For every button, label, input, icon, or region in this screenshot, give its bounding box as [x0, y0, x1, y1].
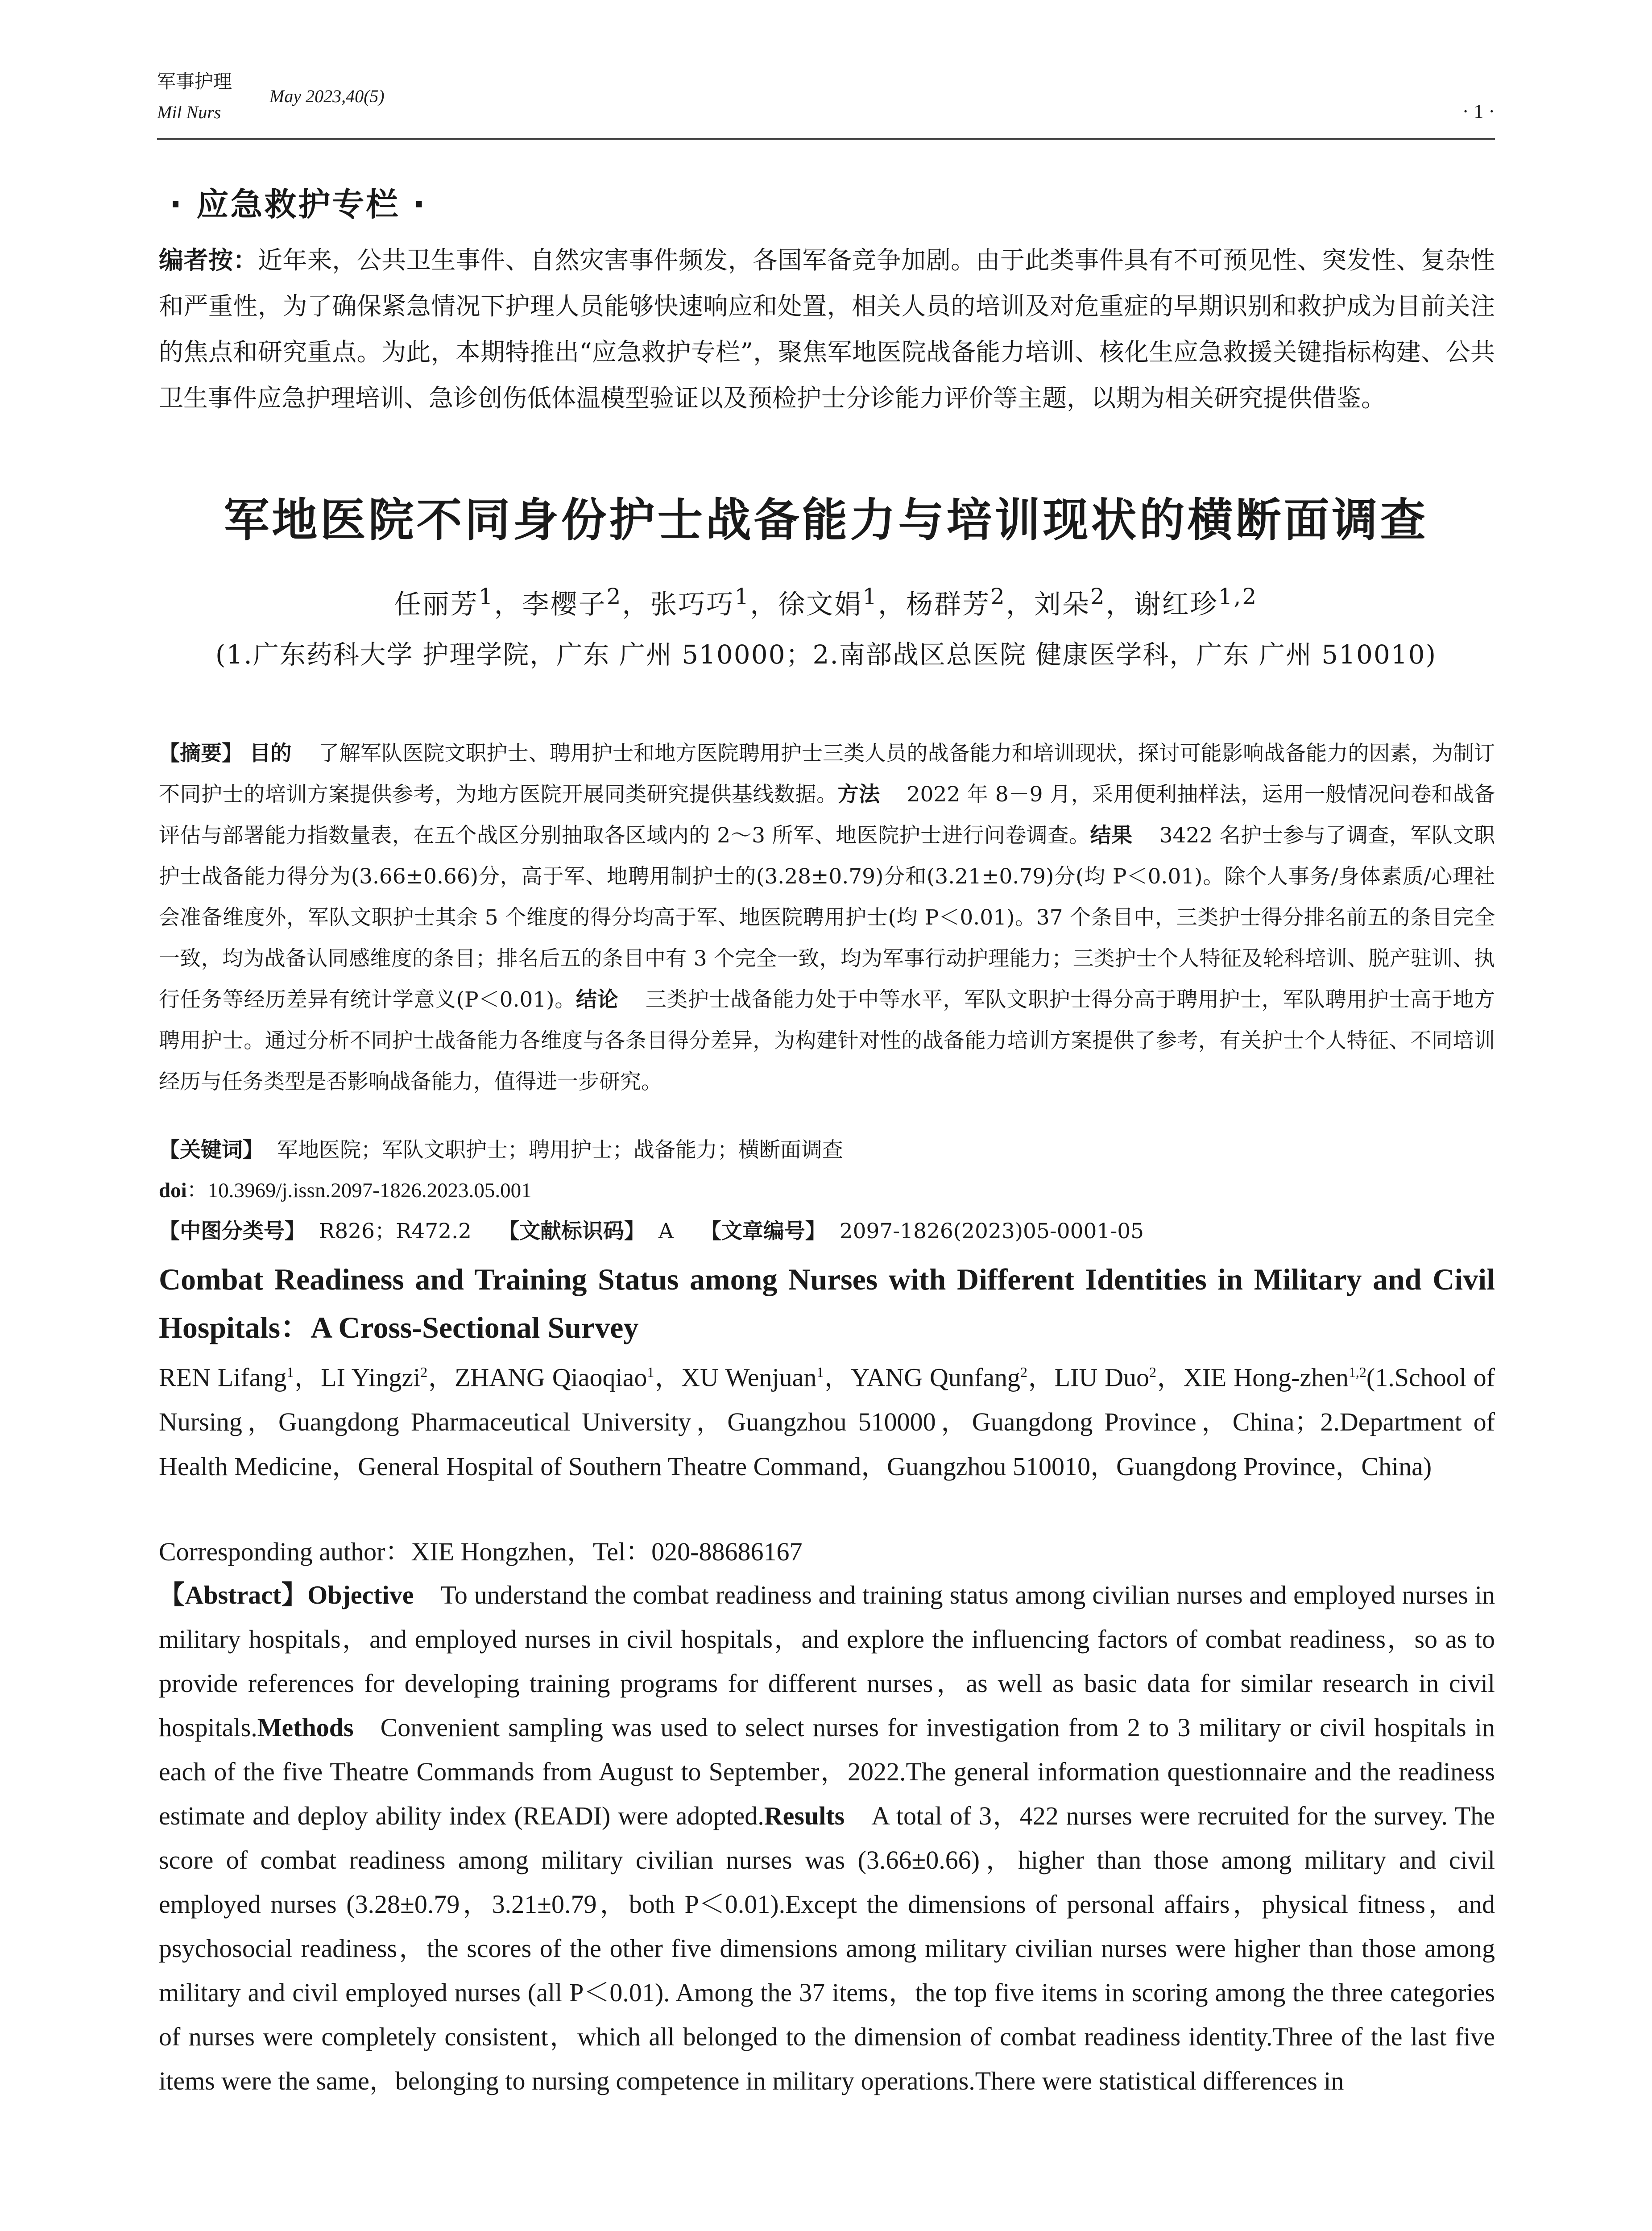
author-name: 李樱子 — [522, 589, 607, 620]
author-affil-sup: 1 — [816, 1364, 824, 1380]
author-name: XIE Hong-zhen — [1183, 1363, 1349, 1392]
author-name: 徐文娟 — [778, 589, 863, 620]
column-title: · 应急救护专栏 · — [170, 186, 427, 223]
abstract-label-en: 【Abstract】 — [159, 1580, 308, 1609]
results-text: 3422 名护士参与了调查，军队文职护士战备能力得分为(3.66±0.66)分，高于军、地聘用制护士的(3.28±0.79)分和(3.21±0.79)分(均 P＜0.01)。除个人事务/身体素质/心理社会准备维度外，军队文职护士其余 5 个维度的得分均高于军、地医院聘用护士(均 P＜0.01)。37 个条目中，三类护士得分排名前五的条目完全一致，均为战备认同感维度的条目；排名后五的条目中有 3 个完全一致，均为军事行动护理能力；三类护士个人特征及轮科培训、脱产驻训、执行任务等经历差异有统计学意义(P＜0.01)。 — [159, 823, 1495, 1012]
article-title-en: Combat Readiness and Training Status among Nurses with Different Identities in Military and Civil Hospitals：A Cross-Sectional Survey — [159, 1262, 1495, 1344]
header-rule — [157, 138, 1495, 140]
methods-label: 方法 — [837, 782, 880, 807]
abstract-label: 【摘要】 — [159, 741, 243, 766]
journal-name-en: Mil Nurs — [157, 102, 221, 122]
doi-label: doi — [159, 1179, 187, 1202]
editor-note — [159, 237, 1495, 421]
objective-label: 目的 — [249, 741, 292, 766]
clc-label: 【中图分类号】 — [159, 1219, 306, 1244]
article-title-cn: 军地医院不同身份护士战备能力与培训现状的横断面调查 — [224, 494, 1428, 547]
author-name: YANG Qunfang — [851, 1363, 1020, 1392]
journal-name-cn: 军事护理 — [157, 70, 232, 92]
keywords-cn — [159, 1133, 1495, 1163]
doi-line — [159, 1174, 1495, 1203]
results-label: 结果 — [1090, 823, 1133, 848]
author-name: 张巧巧 — [650, 589, 735, 620]
objective-text-en: To understand the combat readiness and training status among civilian nurses and employed nurses in military hospitals，and employed nurses in civil hospitals，and explore the influencing factors of combat readiness，so as to provide references for developing training programs for different nurses，as well as basic data for similar research in civil hospitals. — [159, 1580, 1495, 1742]
author-affil-sup: 1 — [862, 584, 878, 610]
results-text-en: A total of 3，422 nurses were recruited for the survey. The score of combat readiness among military civilian nurses was (3.66±0.66)，higher than those among military and civil employed nurses (3.28±0.79，3.21±0.79，both P＜0.01).Except the dimensions of personal affairs，physical fitness，and psychosocial readiness，the scores of the other five dimensions among military civilian nurses were higher than those among military and civil employed nurses (all P＜0.01). Among the 37 items，the top five items in scoring among the three categories of nurses were completely consistent，which all belonged to the dimension of combat readiness identity.Three of the last five items were the same，belonging to nursing competence in military operations.There were statistical differences in — [159, 1801, 1495, 2095]
author-affil-sup: 1 — [478, 584, 494, 610]
clc-value: R826；R472.2 — [319, 1219, 472, 1244]
author-name: LI Yingzi — [321, 1363, 421, 1392]
results-label-en: Results — [764, 1801, 845, 1830]
issue-info: May 2023,40(5) — [269, 86, 385, 106]
methods-text-en: Convenient sampling was used to select nurses for investigation from 2 to 3 military or civil hospitals in each of the five Theatre Commands from August to September，2022.The general information questionnaire and the readiness estimate and deploy ability index (READI) were adopted. — [159, 1713, 1495, 1830]
keywords-label: 【关键词】 — [159, 1138, 264, 1162]
editor-note-label: 编者按： — [159, 246, 258, 274]
abstract-cn — [159, 733, 1495, 1103]
author-name: 杨群芳 — [906, 589, 991, 620]
objective-text: 了解军队医院文职护士、聘用护士和地方医院聘用护士三类人员的战备能力和培训现状，探讨可能影响战备能力的因素，为制订不同护士的培训方案提供参考，为地方医院开展同类研究提供基线数据。 — [159, 741, 1495, 807]
methods-text: 2022 年 8－9 月，采用便利抽样法，运用一般情况问卷和战备评估与部署能力指数量表，在五个战区分别抽取各区域内的 2～3 所军、地医院护士进行问卷调查。 — [159, 782, 1495, 848]
doc-code-label: 【文献标识码】 — [498, 1219, 645, 1244]
abstract-en — [159, 1573, 1495, 2103]
author-affil-sup: 2 — [1149, 1364, 1157, 1380]
classification-line — [159, 1215, 1495, 1244]
author-name: 谢红珍 — [1134, 589, 1218, 620]
conclusion-label: 结论 — [576, 987, 619, 1012]
author-affil-sup: 1,2 — [1348, 1364, 1366, 1380]
author-affil-sup: 1 — [286, 1364, 294, 1380]
objective-label-en: Objective — [307, 1580, 414, 1609]
author-name: 任丽芳 — [394, 589, 479, 620]
author-affil-sup: 1 — [647, 1364, 654, 1380]
doc-code-value: A — [658, 1219, 674, 1244]
author-name: LIU Duo — [1054, 1363, 1150, 1392]
page-number: · 1 · — [1462, 100, 1495, 122]
author-name: XU Wenjuan — [681, 1363, 817, 1392]
author-affil-sup: 2 — [1020, 1364, 1027, 1380]
author-name: REN Lifang — [159, 1363, 287, 1392]
corresponding-author: Corresponding author：XIE Hongzhen，Tel：020-88686167 — [159, 1537, 803, 1566]
conclusion-text: 三类护士战备能力处于中等水平，军队文职护士得分高于聘用护士，军队聘用护士高于地方聘用护士。通过分析不同护士战备能力各维度与各条目得分差异，为构建针对性的战备能力培训方案提供了参考，有关护士个人特征、不同培训经历与任务类型是否影响战备能力，值得进一步研究。 — [159, 987, 1495, 1094]
article-number-label: 【文章编号】 — [700, 1219, 826, 1244]
author-affil-sup: 2 — [990, 584, 1006, 610]
affiliation-cn: (1.广东药科大学 护理学院，广东 广州 510000；2.南部战区总医院 健康医学科，广东 广州 510010) — [215, 639, 1437, 670]
author-affil-sup: 2 — [1090, 584, 1106, 610]
methods-label-en: Methods — [257, 1713, 354, 1742]
editor-note-text: 近年来，公共卫生事件、自然灾害事件频发，各国军备竞争加剧。由于此类事件具有不可预见性、突发性、复杂性和严重性，为了确保紧急情况下护理人员能够快速响应和处置，相关人员的培训及对危重症的早期识别和救护成为目前关注的焦点和研究重点。为此，本期特推出“应急救护专栏”，聚焦军地医院战备能力培训、核化生应急救援关键指标构建、公共卫生事件应急护理培训、急诊创伤低体温模型验证以及预检护士分诊能力评价等主题，以期为相关研究提供借鉴。 — [159, 246, 1495, 412]
article-number-value: 2097-1826(2023)05-0001-05 — [839, 1219, 1144, 1244]
author-name: 刘朵 — [1034, 589, 1090, 620]
author-affil-sup: 2 — [420, 1364, 428, 1380]
author-affil-sup: 2 — [606, 584, 622, 610]
author-list-en: REN Lifang$^1$，LI Yingzi$^2$，ZHANG Qiaoqiao$^1$，XU Wenjuan$^1$，YANG Qunfang$^2$，LIU Duo$^2$，XIE Hong-zhen$^{1,2}$(1.School of Nursing，Guangdong Pharmaceutical University，Guangzhou 510000，Guangdong Province，China；2.Department of Health Medicine，General Hospital of Southern Theatre Command，Guangzhou 510010，Guangdong Province，China) — [159, 1363, 1495, 1481]
author-affil-sup: 1,2 — [1218, 584, 1258, 610]
author-affil-sup: 1 — [734, 584, 750, 610]
keywords-text: 军地医院；军队文职护士；聘用护士；战备能力；横断面调查 — [277, 1138, 843, 1162]
author-list-cn: 任丽芳$^1$，李樱子$^2$，张巧巧$^1$，徐文娟$^1$，杨群芳$^2$，刘朵$^2$，谢红珍$^{1,2}$ — [394, 584, 1258, 620]
doi-link[interactable]: ：10.3969/j.issn.2097-1826.2023.05.001 — [186, 1179, 532, 1202]
author-name: ZHANG Qiaoqiao — [454, 1363, 647, 1392]
affiliation-en: (1.School of Nursing，Guangdong Pharmaceutical University，Guangzhou 510000，Guangdong Province，China；2.Department of Health Medicine，General Hospital of Southern Theatre Command，Guangzhou 510010，Guangdong Province，China) — [159, 1363, 1495, 1481]
